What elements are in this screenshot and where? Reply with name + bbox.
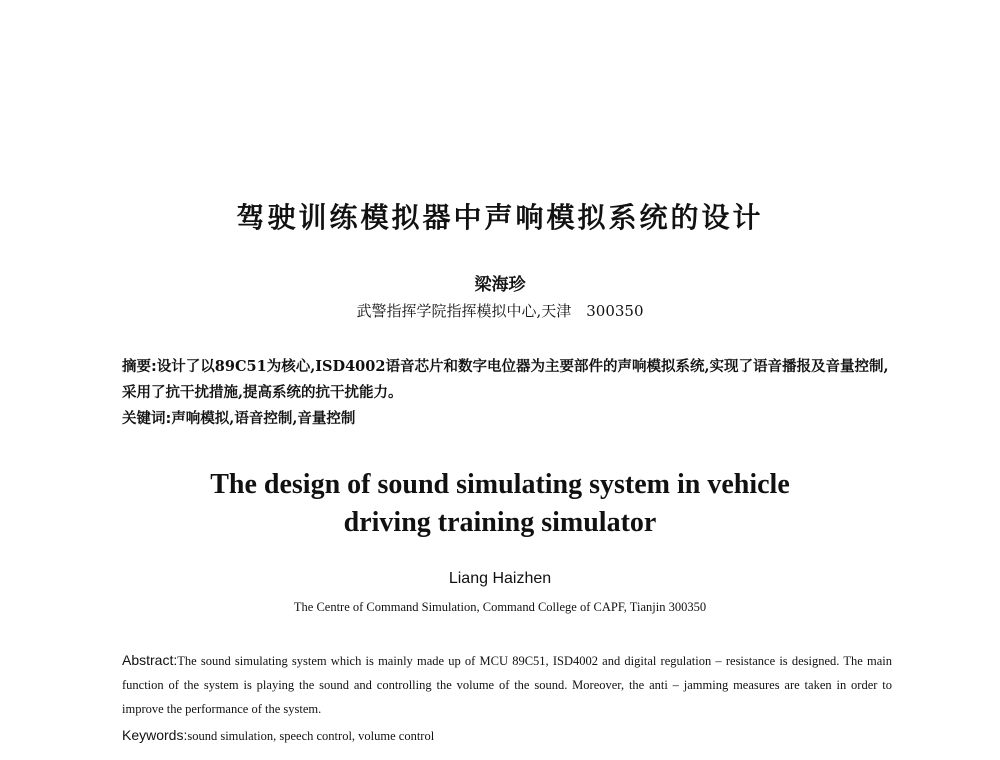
chinese-abstract-label: 摘要: xyxy=(122,359,157,375)
english-keywords xyxy=(122,727,892,744)
chinese-keywords-text: 声响模拟,语音控制,音量控制 xyxy=(171,410,356,427)
chinese-keywords xyxy=(122,406,892,432)
english-abstract xyxy=(122,648,892,721)
english-keywords-label: Keywords: xyxy=(122,727,188,743)
english-abstract-label: Abstract: xyxy=(122,652,178,668)
english-title-line-2: driving training simulator xyxy=(343,507,657,538)
chinese-affiliation: 武警指挥学院指挥模拟中心,天津 300350 xyxy=(356,302,644,320)
chinese-title: 驾驶训练模拟器中声响模拟系统的设计 xyxy=(236,201,764,234)
chinese-abstract-block xyxy=(122,354,892,432)
chinese-abstract-text: 设计了以89C51为核心,ISD4002语音芯片和数字电位器为主要部件的声响模拟系统,实现了语音播报及音量控制,采用了抗干扰措施,提高系统的抗干扰能力。 xyxy=(122,358,889,401)
english-title xyxy=(0,466,1000,542)
english-title-line-1: The design of sound simulating system in vehicle xyxy=(210,469,790,500)
english-author: Liang Haizhen xyxy=(448,570,552,587)
chinese-abstract xyxy=(122,354,892,406)
english-abstract-text: The sound simulating system which is mainly made up of MCU 89C51, ISD4002 and digital regulation – resistance is designed. The main function of the system is playing the sound and controlling the volume of the sound. Moreover, the anti – jamming measures are taken in order to improve the performance of the system. xyxy=(122,654,892,716)
chinese-keywords-label: 关键词: xyxy=(122,411,172,427)
english-keywords-text: sound simulation, speech control, volume control xyxy=(187,729,435,743)
english-affiliation: The Centre of Command Simulation, Command College of CAPF, Tianjin 300350 xyxy=(293,600,707,614)
chinese-author: 梁海珍 xyxy=(474,275,526,295)
